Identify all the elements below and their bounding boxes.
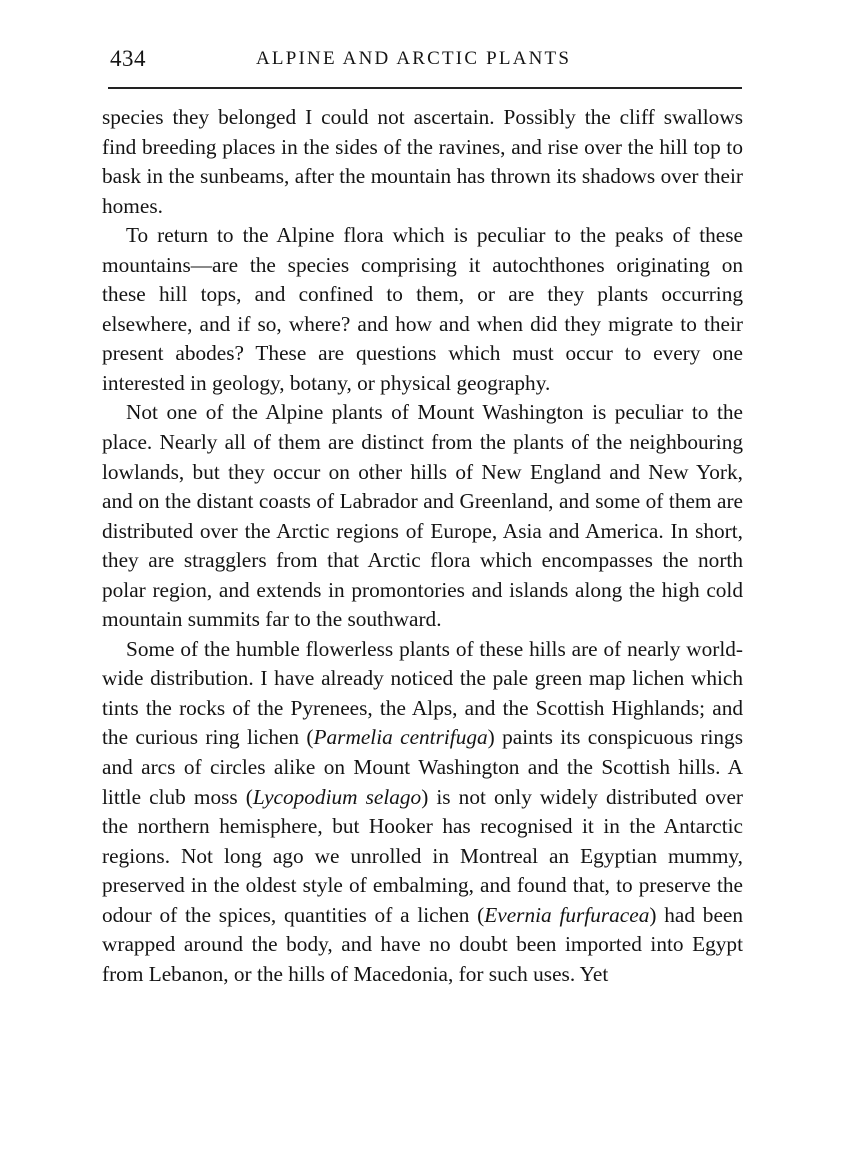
- text-segment: ) paints its conspicuous rings and arcs of circles alike on Mount Washington and the Scottish hills. A little club moss (: [102, 725, 743, 809]
- body-text: [102, 103, 743, 989]
- paragraph-mount-washington: Not one of the Alpine plants of Mount Washington is peculiar to the place. Nearly all of them are distinct from the plants of the neighbouring lowlands, but they occur on other hills of New England and New York, and on the distant coasts of Labrador and Greenland, and some of them are distributed over the Arctic regions of Europe, Asia and America. In short, they are stragglers from that Arctic flora which encompasses the north polar region, and extends in promontories and islands along the high cold mountain summits far to the southward.: [102, 400, 743, 632]
- paragraph-flowerless-plants: [102, 635, 743, 990]
- species-name-lycopodium: Lycopodium selago: [252, 784, 422, 809]
- paragraph-continued: species they belonged I could not ascertain. Possibly the cliff swallows find breeding places in the sides of the ravines, and rise over the hill top to bask in the sunbeams, after the mountain has thrown its shadows over their homes.: [102, 105, 743, 218]
- running-title: ALPINE AND ARCTIC PLANTS: [256, 48, 572, 69]
- header-rule: [108, 87, 742, 89]
- page-number: 434: [110, 46, 146, 71]
- text-segment: Some of the humble flowerless plants of these hills are of nearly world-wide distribution. I have already noticed the pale green map lichen which tints the rocks of the Pyrenees, the Alps, and the Scottish Highlands; and the curious ring lichen (: [102, 636, 743, 750]
- species-name-evernia: Evernia furfuracea: [484, 902, 650, 927]
- paragraph-alpine-flora-question: To return to the Alpine flora which is peculiar to the peaks of these mountains—are the species comprising it autochthones originating on these hill tops, and confined to them, or are they plants occurring elsewhere, and if so, where? and how and when did they migrate to their present abodes? These are questions which must occur to every one interested in geology, botany, or physical geography.: [102, 223, 743, 395]
- text-segment: ) had been wrapped around the body, and have no doubt been imported into Egypt from Lebanon, or the hills of Macedonia, for such uses. Yet: [102, 902, 743, 986]
- species-name-parmelia: Parmelia centrifuga: [313, 725, 488, 750]
- text-segment: ) is not only widely distributed over the northern hemisphere, but Hooker has recognised it in the Antarctic regions. Not long ago we unrolled in Montreal an Egyptian mummy, preserved in the oldest style of embalming, and found that, to preserve the odour of the spices, quantities of a lichen (: [102, 784, 743, 927]
- running-head: [100, 44, 745, 78]
